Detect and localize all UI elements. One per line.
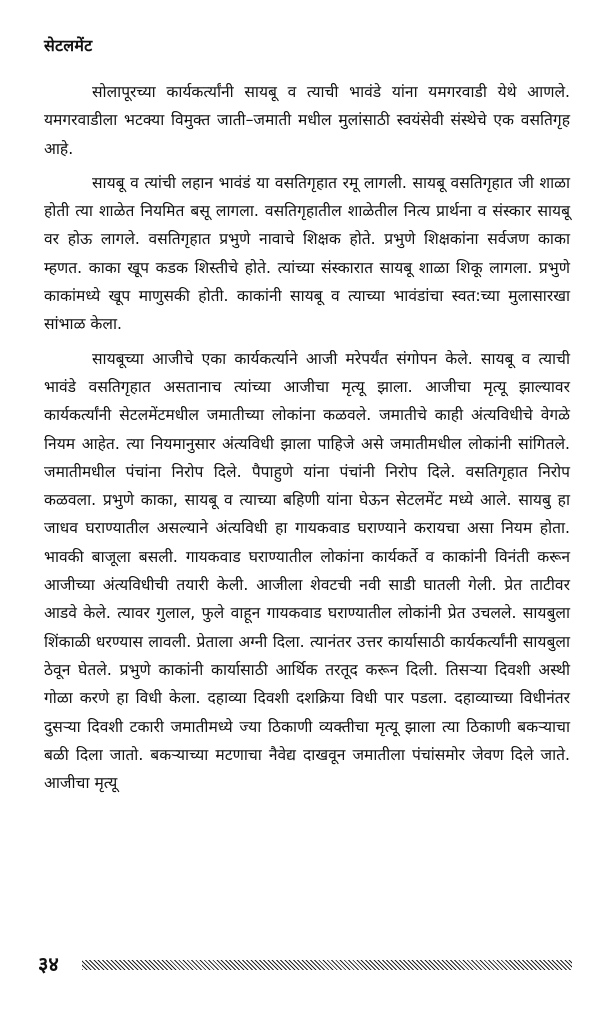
page-footer — [28, 952, 570, 976]
page-number: ३४ — [38, 952, 59, 976]
paragraph-3: सायबूच्या आजीचे एका कार्यकर्त्याने आजी मरेपर्यंत संगोपन केले. सायबू व त्याची भावंडे वसतिगृहात असतानाच त्यांच्या आजीचा मृत्यू झाला. आजीचा मृत्यू झाल्यावर कार्यकर्त्यांनी सेटलमेंटमधील जमातीच्या लोकांना कळवले. जमातीचे काही अंत्यविधीचे वेगळे नियम आहेत. त्या नियमानुसार अंत्यविधी झाला पाहिजे असे जमातीमधील लोकांनी सांगितले. जमातीमधील पंचांना निरोप दिले. पैपाहुणे यांना पंचांनी निरोप दिले. वसतिगृहात निरोप कळवला. प्रभुणे काका, सायबू व त्याच्या बहिणी यांना घेऊन सेटलमेंट मध्ये आले. सायबु हा जाधव घराण्यातील असल्याने अंत्यविधी हा गायकवाड घराण्याने करायचा असा नियम होता. भावकी बाजूला बसली. गायकवाड घराण्यातील लोकांना कार्यकर्ते व काकांनी विनंती करून आजीच्या अंत्यविधीची तयारी केली. आजीला शेवटची नवी साडी घातली गेली. प्रेत ताटीवर आडवे केले. त्यावर गुलाल, फुले वाहून गायकवाड घराण्यातील लोकांनी प्रेत उचलले. सायबुला शिंकाळी धरण्यास लावली. प्रेताला अग्नी दिला. त्यानंतर उत्तर कार्यासाठी कार्यकर्त्यांनी सायबुला ठेवून घेतले. प्रभुणे काकांनी कार्यासाठी आर्थिक तरतूद करून दिली. तिसऱ्या दिवशी अस्थी गोळा करणे हा विधी केला. दहाव्या दिवशी दशक्रिया विधी पार पडला. दहाव्याच्या विधीनंतर दुसऱ्या दिवशी टकारी जमातीमध्ये ज्या ठिकाणी व्यक्तीचा मृत्यू झाला त्या ठिकाणी बकऱ्याचा बळी दिला जातो. बकऱ्याच्या मटणाचा नैवेद्य दाखवून जमातीला पंचांसमोर जेवण दिले जाते. आजीचा मृत्यू — [44, 349, 570, 793]
body-text — [44, 78, 570, 803]
running-title: सेटलमेंट — [44, 36, 93, 55]
paragraph-1: सोलापूरच्या कार्यकर्त्यांनी सायबू व त्याची भावंडे यांना यमगरवाडी येथे आणले. यमगरवाडीला भटक्या विमुक्त जाती–जमाती मधील मुलांसाठी स्वयंसेवी संस्थेचे एक वसतिगृह आहे. — [44, 83, 570, 158]
footer-hatched-bar — [82, 960, 572, 970]
paragraph-2: सायबू व त्यांची लहान भावंडं या वसतिगृहात रमू लागली. सायबू वसतिगृहात जी शाळा होती त्या शाळेत नियमित बसू लागला. वसतिगृहातील शाळेतील नित्य प्रार्थना व संस्कार सायबू वर होऊ लागले. वसतिगृहात प्रभुणे नावाचे शिक्षक होते. प्रभुणे शिक्षकांना सर्वजण काका म्हणत. काका खूप कडक शिस्तीचे होते. त्यांच्या संस्कारात सायबू शाळा शिकू लागला. प्रभुणे काकांमध्ये खूप माणुसकी होती. काकांनी सायबू व त्याच्या भावंडांचा स्वत:च्या मुलासारखा सांभाळ केला. — [44, 173, 570, 334]
